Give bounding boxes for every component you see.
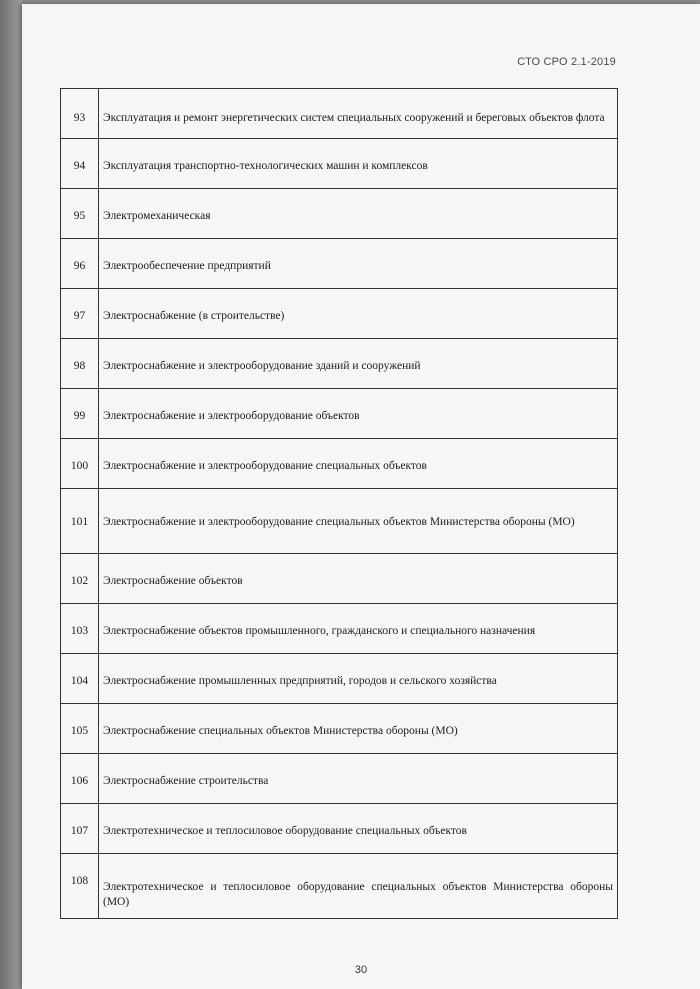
row-number: 98 — [61, 339, 99, 389]
row-name: Электроснабжение строительства — [99, 754, 618, 804]
table-row — [61, 654, 618, 704]
row-name: Эксплуатация и ремонт энергетических систем специальных сооружений и береговых объектов флота — [99, 89, 618, 139]
table-row — [61, 189, 618, 239]
table-row — [61, 704, 618, 754]
table-row — [61, 489, 618, 554]
row-name: Электроснабжение специальных объектов Министерства обороны (МО) — [99, 704, 618, 754]
table-row — [61, 389, 618, 439]
row-number: 100 — [61, 439, 99, 489]
specialties-table — [60, 88, 618, 919]
row-name: Электрообеспечение предприятий — [99, 239, 618, 289]
row-number: 94 — [61, 139, 99, 189]
row-name: Электроснабжение промышленных предприятий, городов и сельского хозяйства — [99, 654, 618, 704]
row-name: Электроснабжение и электрооборудование зданий и сооружений — [99, 339, 618, 389]
scan-edge-shadow — [0, 0, 22, 989]
table-row — [61, 339, 618, 389]
row-number: 96 — [61, 239, 99, 289]
row-name: Электроснабжение объектов промышленного, гражданского и специального назначения — [99, 604, 618, 654]
row-number: 107 — [61, 804, 99, 854]
row-name: Электромеханическая — [99, 189, 618, 239]
row-number: 99 — [61, 389, 99, 439]
row-number: 95 — [61, 189, 99, 239]
table-row — [61, 804, 618, 854]
row-name: Эксплуатация транспортно-технологических машин и комплексов — [99, 139, 618, 189]
document-code: СТО СРО 2.1-2019 — [517, 56, 616, 68]
row-name: Электроснабжение объектов — [99, 554, 618, 604]
page-number: 30 — [354, 964, 368, 976]
row-number: 93 — [61, 89, 99, 139]
row-name: Электроснабжение и электрооборудование специальных объектов — [99, 439, 618, 489]
row-name: Электротехническое и теплосиловое оборудование специальных объектов — [99, 804, 618, 854]
row-number: 108 — [61, 854, 99, 919]
table-row — [61, 854, 618, 919]
table-row — [61, 754, 618, 804]
row-number: 101 — [61, 489, 99, 554]
row-number: 103 — [61, 604, 99, 654]
table-row — [61, 554, 618, 604]
table-row — [61, 289, 618, 339]
table-row — [61, 239, 618, 289]
row-number: 106 — [61, 754, 99, 804]
row-number: 104 — [61, 654, 99, 704]
document-page — [22, 4, 700, 989]
table-row — [61, 89, 618, 139]
table-row — [61, 604, 618, 654]
row-number: 102 — [61, 554, 99, 604]
row-name: Электроснабжение и электрооборудование объектов — [99, 389, 618, 439]
table-row — [61, 439, 618, 489]
row-name: Электротехническое и теплосиловое оборудование специальных объектов Министерства обороны (МО) — [99, 854, 618, 919]
row-number: 97 — [61, 289, 99, 339]
row-name: Электроснабжение (в строительстве) — [99, 289, 618, 339]
row-number: 105 — [61, 704, 99, 754]
row-name: Электроснабжение и электрооборудование специальных объектов Министерства обороны (МО) — [99, 489, 618, 554]
table-row — [61, 139, 618, 189]
